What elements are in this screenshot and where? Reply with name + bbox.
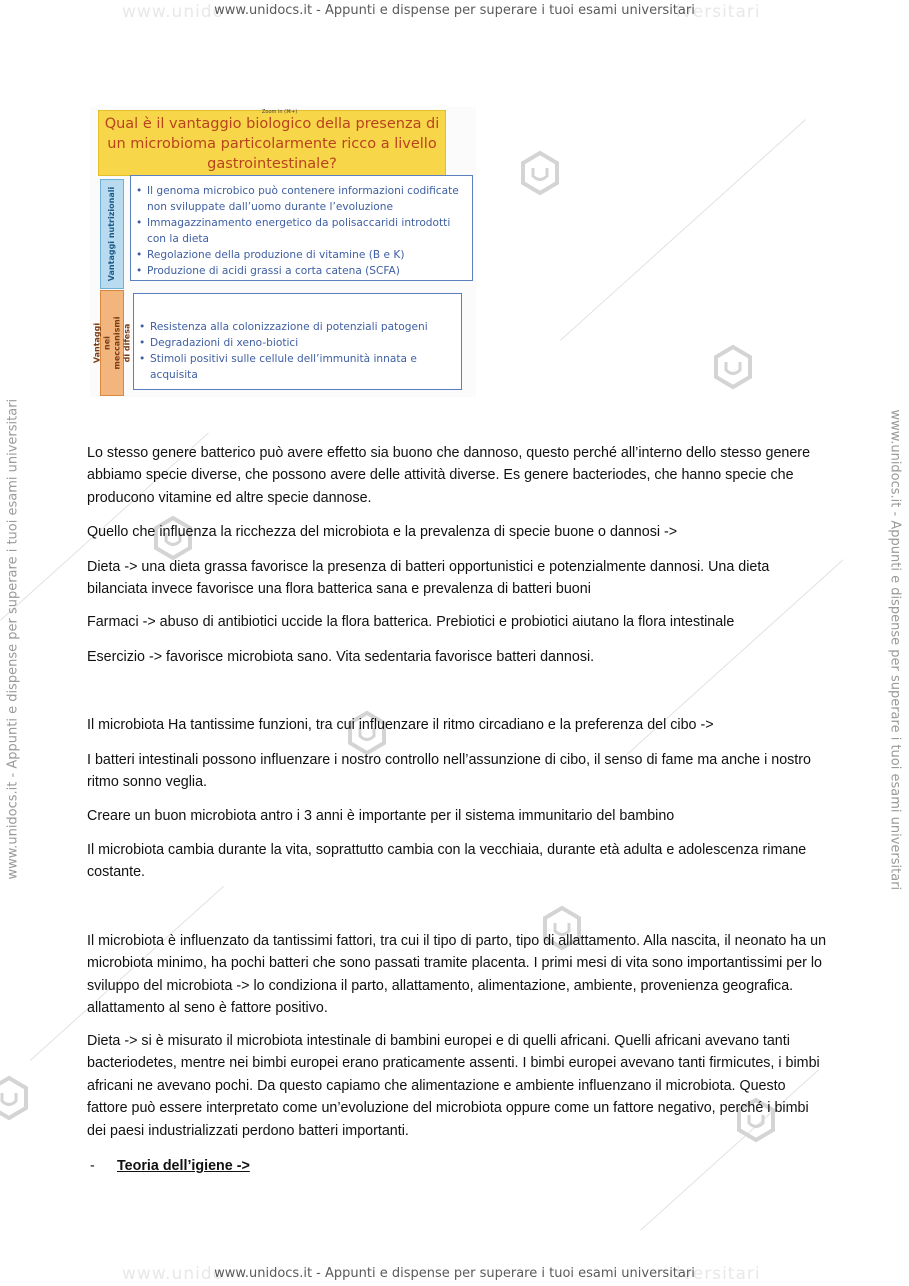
unidocs-logo-icon — [517, 150, 563, 196]
paragraph: Il microbiota Ha tantissime funzioni, tra cui influenzare il ritmo circadiano e la preferenza del cibo -> — [87, 717, 714, 733]
list-item: • Degradazioni di xeno-biotici — [134, 335, 461, 351]
zoom-tooltip: Zoom in (⌘+) — [262, 109, 298, 115]
watermark-ghost-left: www.unido — [122, 1264, 225, 1284]
watermark-side-left: www.unidocs.it - Appunti e dispense per superare i tuoi esami universitari — [5, 398, 21, 880]
slide-image — [90, 107, 476, 397]
watermark-ghost-right: iversitari — [676, 2, 761, 22]
unidocs-logo-icon — [710, 344, 756, 390]
watermark-footer: www.unidocs.it - Appunti e dispense per superare i tuoi esami universitari — [214, 1266, 695, 1281]
list-item: • Stimoli positivi sulle cellule dell’immunità innata e acquisita — [134, 351, 461, 383]
tab-defense-advantages — [92, 290, 132, 396]
watermark-side-right: www.unidocs.it - Appunti e dispense per superare i tuoi esami universitari — [887, 409, 903, 891]
paragraph: Il microbiota è influenzato da tantissimi fattori, tra cui il tipo di parto, tipo di allattamento. Alla nascita, il neonato ha un microbiota minimo, ha pochi batteri che sono passati tramite placenta. I primi mesi di vita sono importantissimi per lo sviluppo del microbiota -> lo condiziona il parto, allattamento, alimentazione, ambiente, provenienza geografica. allattamento al seno è fattore positivo. — [87, 933, 827, 1017]
paragraph: Dieta -> si è misurato il microbiota intestinale di bambini europei e di quelli africani. Quelli africani avevano tanti bacteriodetes, mentre nei bimbi europei erano praticamente assenti. I bimbi europei avevano tanti firmicutes, i bimbi africani ne avevano pochi. Da questo capiamo che alimentazione e ambiente influenzano il microbiota. Questo fattore può essere interpretato come un’evoluzione del microbiota oppure come un fattore negativo, perché i bimbi dei paesi industrializzati perdono batteri importanti. — [87, 1033, 820, 1139]
paragraph: Creare un buon microbiota antro i 3 anni è importante per il sistema immunitario del bambino — [87, 808, 675, 824]
paragraph: I batteri intestinali possono influenzare i nostro controllo nell’assunzione di cibo, il senso di fame ma anche i nostro ritmo sonno veglia. — [87, 752, 811, 791]
tab-nutritional-advantages — [100, 179, 124, 289]
defense-advantages-box — [133, 293, 462, 390]
paragraph: Esercizio -> favorisce microbiota sano. Vita sedentaria favorisce batteri dannosi. — [87, 649, 595, 665]
list-item: • Regolazione della produzione di vitamine (B e K) — [131, 247, 472, 263]
watermark-ghost-right: iversitari — [676, 1264, 761, 1284]
section-heading-link: Teoria dell’igiene -> — [117, 1158, 250, 1174]
list-item: • Immagazzinamento energetico da polisaccaridi introdotti con la dieta — [131, 215, 472, 247]
nutritional-advantages-box — [130, 175, 473, 281]
unidocs-logo-icon — [0, 1075, 32, 1121]
paragraph: Il microbiota cambia durante la vita, soprattutto cambia con la vecchiaia, durante età adulta e adolescenza rimane costante. — [87, 842, 807, 881]
paragraph: Dieta -> una dieta grassa favorisce la presenza di batteri opportunistici e potenzialmente dannosi. Una dieta bilanciata invece favorisce una flora batterica sana e prevalenza di batteri buoni — [87, 559, 770, 598]
watermark-header: www.unidocs.it - Appunti e dispense per superare i tuoi esami universitari — [214, 3, 695, 18]
list-item: • Il genoma microbico può contenere informazioni codificate non sviluppate dall’uomo durante l’evoluzione — [131, 183, 472, 215]
paragraph: Farmaci -> abuso di antibiotici uccide la flora batterica. Prebiotici e probiotici aiutano la flora intestinale — [87, 614, 735, 630]
watermark-ghost-left: www.unido — [122, 2, 225, 22]
slide-title: Qual è il vantaggio biologico della presenza di un microbioma particolarmente ricco a livello gastrointestinale? — [98, 110, 446, 176]
list-item: • Produzione di acidi grassi a corta catena (SCFA) — [131, 263, 472, 279]
tab-nutritional-label: Vantaggi nutrizionali — [107, 186, 116, 282]
list-item: • Resistenza alla colonizzazione di potenziali patogeni — [134, 319, 461, 335]
watermark-line — [560, 119, 806, 341]
paragraph: Lo stesso genere batterico può avere effetto sia buono che dannoso, questo perché all’interno dello stesso genere abbiamo specie diverse, che possono avere delle attività diverse. Es genere bacteriodes, che hanno specie che producono vitamine ed altre specie dannose. — [87, 445, 811, 506]
tab-defense-label: Vantaggi nei meccanismi di difesa — [92, 316, 132, 370]
paragraph: Quello che influenza la ricchezza del microbiota e la prevalenza di specie buone o dannosi -> — [87, 524, 678, 540]
bullet-dash: - — [90, 1158, 95, 1174]
